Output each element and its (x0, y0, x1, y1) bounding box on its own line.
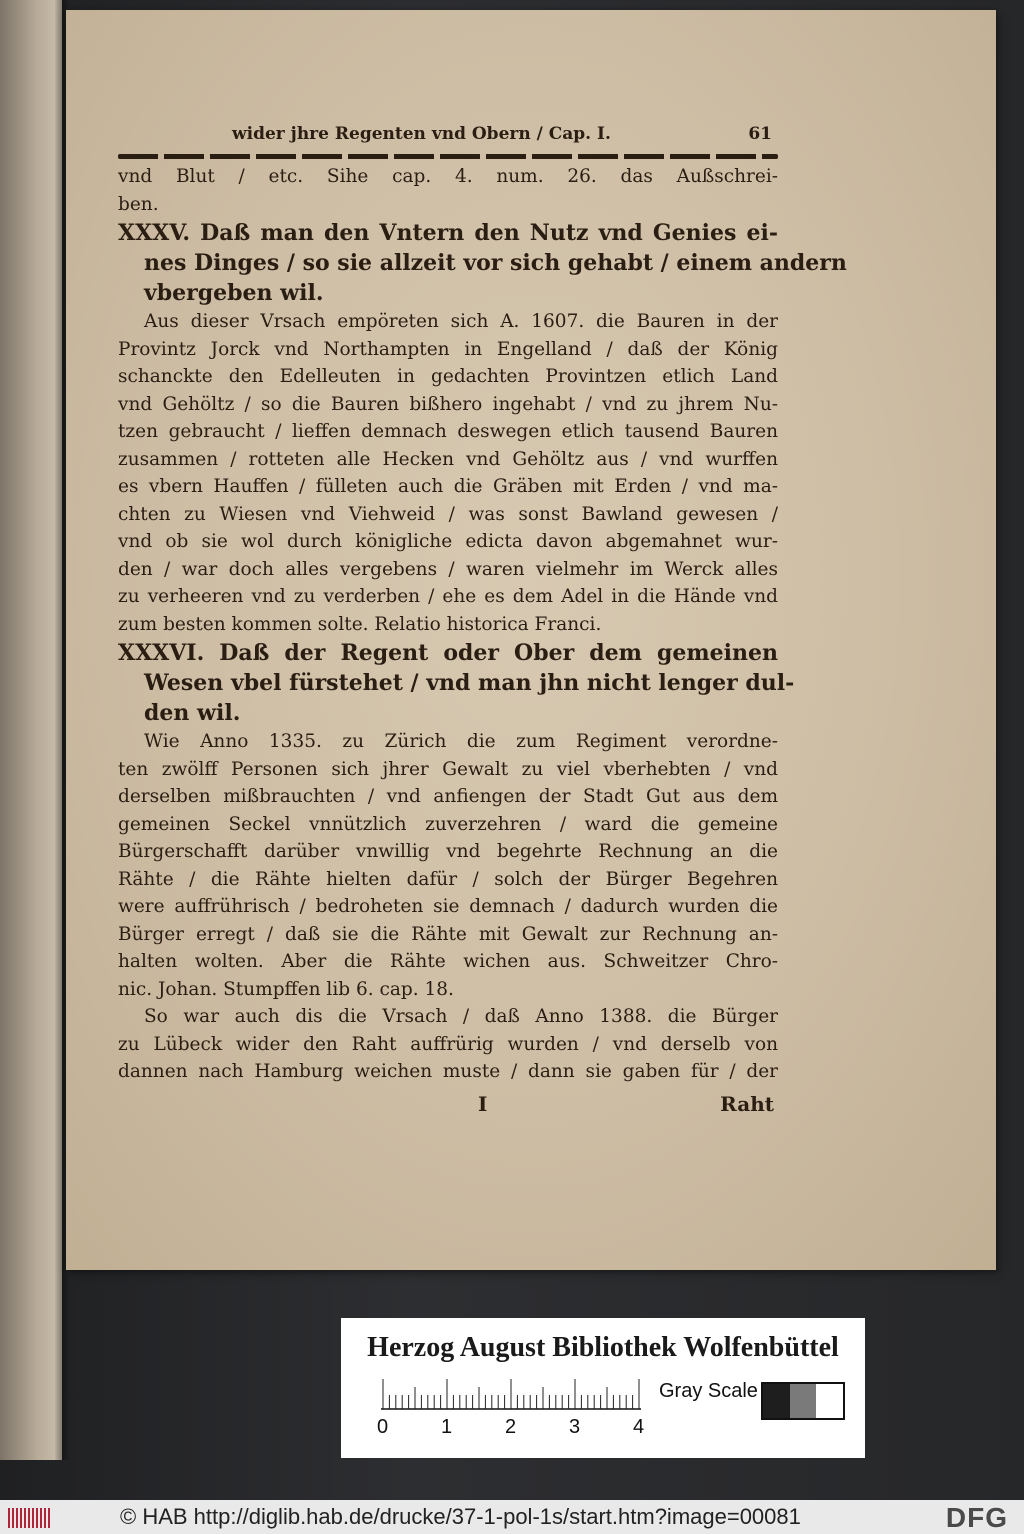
body-text-line: Rähte / die Rähte hielten dafür / solch der Bürger Begehren (118, 868, 778, 890)
body-text-line: were auffrührisch / bedroheten sie demnach / dadurch wurden die (118, 896, 778, 917)
section-heading-line: nes Dinges / so sie allzeit vor sich gehabt / einem andern (144, 250, 847, 276)
ruler-number: 4 (633, 1416, 645, 1438)
library-name: Herzog August Bibliothek Wolfenbüttel (367, 1332, 839, 1363)
ruler-number: 0 (377, 1416, 389, 1438)
page-text-block (118, 124, 847, 1118)
body-text-line: Aus dieser Vrsach empöreten sich A. 1607. die Bauren in der (144, 311, 778, 332)
ruler-number: 3 (569, 1416, 581, 1438)
body-text-line: Wie Anno 1335. zu Zürich die zum Regiment verordne- (144, 731, 778, 752)
body-text-line: zusammen / rotteten alle Hecken vnd Gehöltz aus / vnd wurffen (118, 448, 778, 470)
body-text-line: zum besten kommen solte. Relatio historica Franci. (118, 613, 602, 635)
body-text-line: ten zwölff Personen sich jhrer Gewalt zu viel vberhebten / vnd (118, 758, 778, 780)
body-text-line: zu verheeren vnd zu verderben / ehe es dem Adel in die Hände vnd (118, 586, 778, 607)
body-text-line: zu Lübeck wider den Raht auffrürig wurden / vnd derselb von (118, 1033, 778, 1055)
ruler-scale (381, 1376, 641, 1410)
section-heading-line: Wesen vbel fürstehet / vnd man jhn nicht lenger dul- (144, 670, 795, 696)
body-text-line: vnd ob sie wol durch königliche edicta davon abgemahnet wur- (118, 531, 778, 552)
dfg-logo: DFG (945, 1502, 1008, 1533)
gray-swatch-mid (790, 1384, 817, 1418)
ruler-number: 1 (441, 1416, 453, 1438)
body-text-line: nic. Johan. Stumpffen lib 6. cap. 18. (118, 978, 454, 1000)
gray-scale-label: Gray Scale (659, 1380, 758, 1402)
gray-swatch-light (816, 1384, 843, 1418)
hab-barcode-icon (8, 1508, 50, 1528)
copyright-url[interactable]: © HAB http://diglib.hab.de/drucke/37-1-pol-1s/start.htm?image=00081 (120, 1504, 801, 1529)
body-text-line: schanckte den Edelleuten in gedachten Provintzen etlich Land (118, 366, 778, 387)
body-text-line: Provintz Jorck vnd Northampten in Engelland / daß der König (118, 338, 778, 360)
body-text-line: vnd Gehöltz / so die Bauren bißhero ingehabt / vnd zu jhrem Nu- (118, 393, 778, 415)
section-heading-line: den wil. (144, 700, 241, 726)
body-text-line: Bürger erregt / daß sie die Rähte mit Gewalt zur Rechnung an- (118, 923, 778, 945)
color-calibration-card (341, 1318, 865, 1458)
body-text-line: ben. (118, 193, 159, 215)
catchword: Raht (720, 1091, 774, 1116)
running-head-title: wider jhre Regenten vnd Obern / Cap. I. (232, 124, 611, 144)
gray-swatch-dark (763, 1384, 790, 1418)
body-text-line: gemeinen Seckel vnnützlich zuverzehren / ward die gemeine (118, 813, 778, 835)
section-heading-line: vbergeben wil. (144, 280, 324, 306)
body-text-line: halten wolten. Aber die Rähte wichen aus. Schweitzer Chro- (118, 951, 778, 972)
gray-scale-swatches (761, 1382, 845, 1420)
ruler-number: 2 (505, 1416, 517, 1438)
section-heading-line: XXXVI. Daß der Regent oder Ober dem gemeinen (118, 640, 778, 666)
section-heading-line: XXXV. Daß man den Vntern den Nutz vnd Genies ei- (118, 220, 778, 246)
body-text-line: derselben mißbrauchten / vnd anfiengen der Stadt Gut aus dem (118, 786, 778, 807)
running-head (118, 124, 778, 144)
body-text-line: dannen nach Hamburg weichen muste / dann sie gaben für / der (118, 1061, 778, 1082)
body-text-line: den / war doch alles vergebens / waren vielmehr im Werck alles (118, 558, 778, 580)
viewer-footer (0, 1500, 1024, 1534)
body-text-line: Bürgerschafft darüber vnwillig vnd begehrte Rechnung an die (118, 841, 778, 862)
left-page-edge (0, 0, 62, 1460)
body-text-line: vnd Blut / etc. Sihe cap. 4. num. 26. das Außschrei- (118, 166, 778, 187)
body-text-line: es vbern Hauffen / fülleten auch die Gräben mit Erden / vnd ma- (118, 476, 778, 497)
body-text-line: chten zu Wiesen vnd Viehweid / was sonst Bawland gewesen / (118, 503, 778, 525)
page-footer-row (118, 1086, 778, 1118)
body-text-line: tzen gebraucht / lieffen demnach deswegen etlich tausend Bauren (118, 421, 778, 442)
body-text-line: So war auch dis die Vrsach / daß Anno 1388. die Bürger (144, 1006, 778, 1027)
page-number: 61 (748, 124, 772, 144)
signature-mark: I (478, 1091, 488, 1116)
book-page (66, 10, 996, 1270)
header-rule (118, 154, 778, 159)
page-body (118, 163, 847, 1086)
